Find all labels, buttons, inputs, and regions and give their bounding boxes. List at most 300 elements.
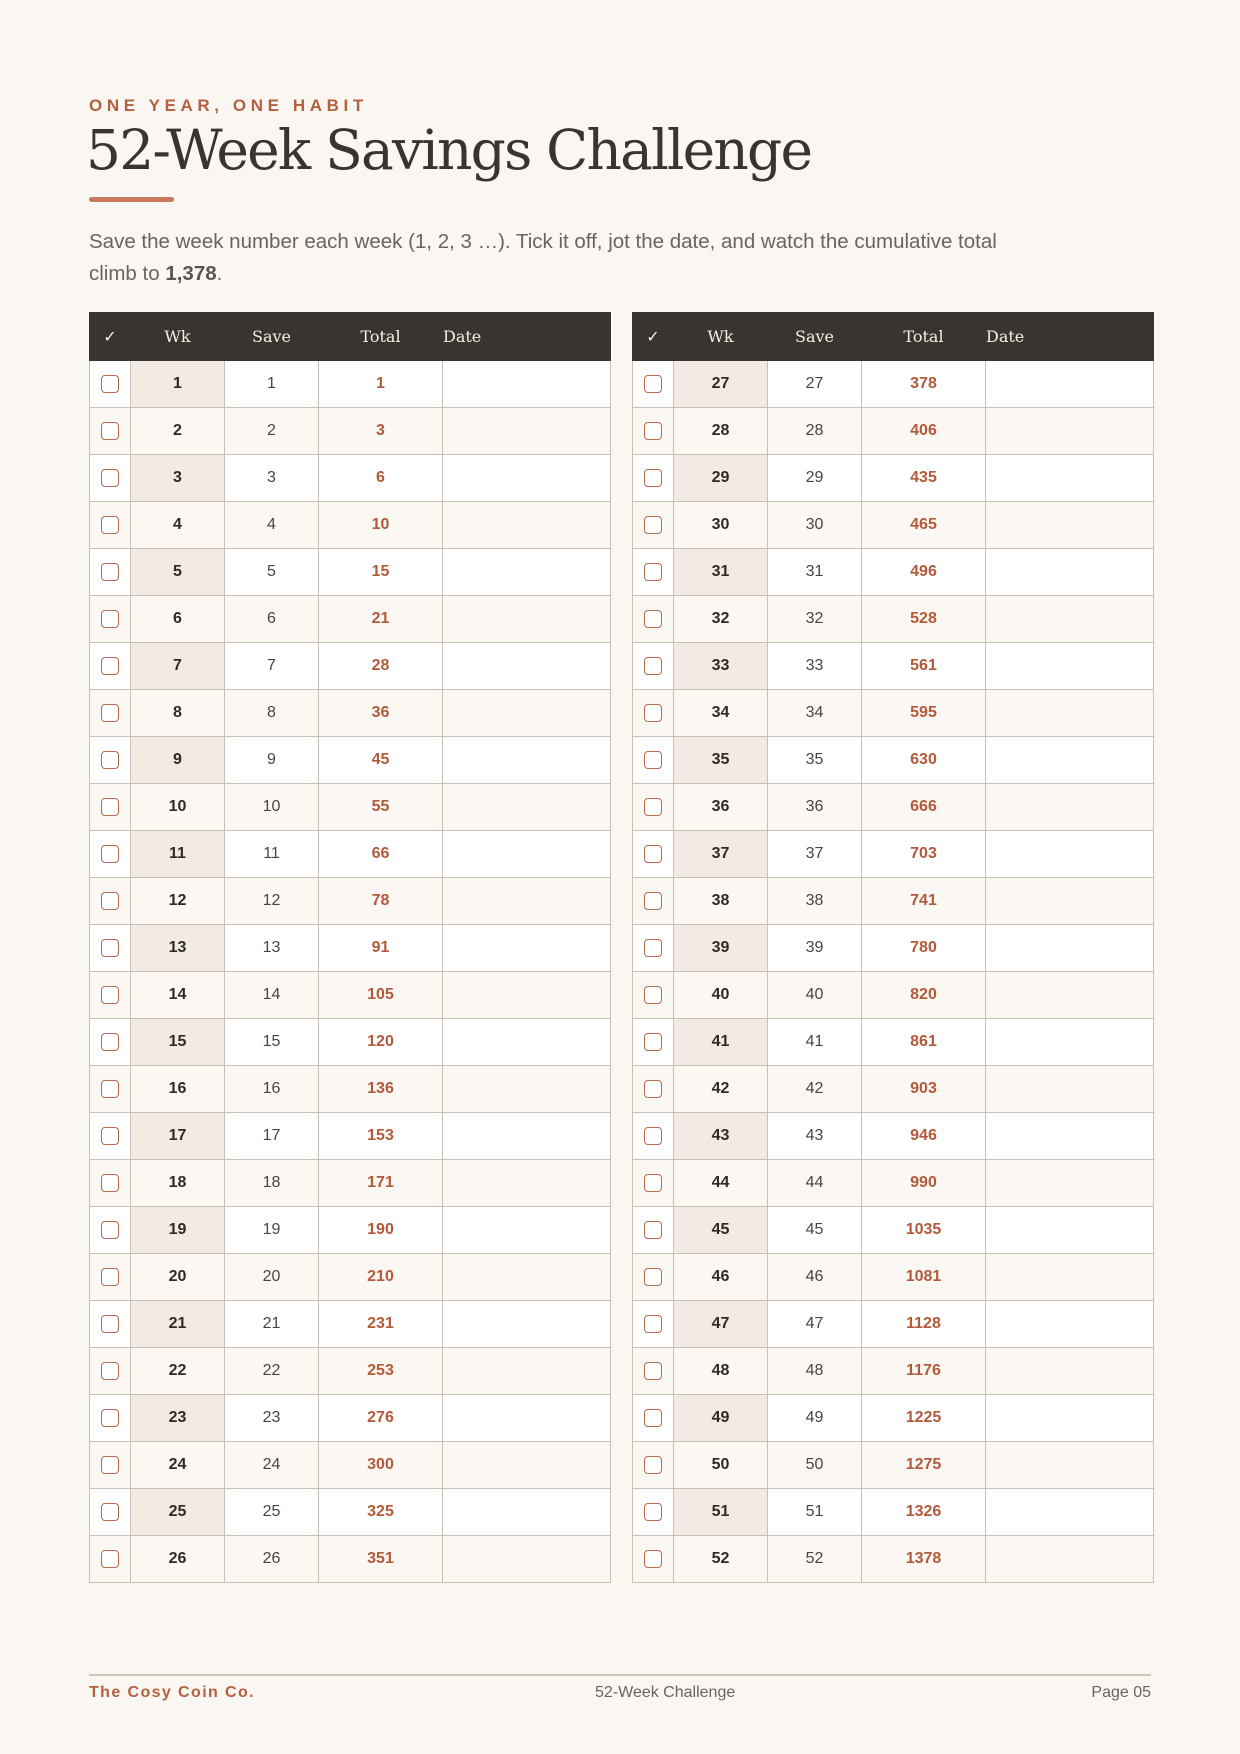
save-amount: 3 [225, 455, 319, 502]
date-field[interactable] [443, 1207, 611, 1254]
checkbox-cell [90, 784, 131, 831]
date-field[interactable] [986, 361, 1154, 408]
week-checkbox[interactable] [101, 798, 119, 816]
save-amount: 51 [768, 1489, 862, 1536]
week-number: 28 [674, 408, 768, 455]
table-row [90, 1536, 611, 1583]
week-number: 25 [131, 1489, 225, 1536]
save-amount: 39 [768, 925, 862, 972]
save-amount: 25 [225, 1489, 319, 1536]
week-number: 12 [131, 878, 225, 925]
table-row [90, 596, 611, 643]
save-amount: 28 [768, 408, 862, 455]
intro-end: . [216, 262, 223, 285]
table-row [633, 1113, 1154, 1160]
checkbox-cell [633, 361, 674, 408]
running-total: 496 [862, 549, 986, 596]
save-amount: 16 [225, 1066, 319, 1113]
checkbox-cell [633, 1301, 674, 1348]
week-checkbox[interactable] [101, 469, 119, 487]
checkbox-cell [90, 1442, 131, 1489]
week-checkbox[interactable] [644, 1174, 662, 1192]
checkbox-cell [633, 1442, 674, 1489]
date-field[interactable] [986, 1536, 1154, 1583]
week-checkbox[interactable] [644, 657, 662, 675]
save-amount: 24 [225, 1442, 319, 1489]
week-number: 14 [131, 972, 225, 1019]
week-checkbox[interactable] [101, 1033, 119, 1051]
week-checkbox[interactable] [644, 1127, 662, 1145]
date-field[interactable] [986, 1442, 1154, 1489]
week-checkbox[interactable] [101, 1503, 119, 1521]
week-checkbox[interactable] [644, 798, 662, 816]
running-total: 378 [862, 361, 986, 408]
save-amount: 14 [225, 972, 319, 1019]
save-amount: 43 [768, 1113, 862, 1160]
date-field[interactable] [443, 972, 611, 1019]
week-checkbox[interactable] [101, 939, 119, 957]
week-checkbox[interactable] [644, 1503, 662, 1521]
date-field[interactable] [986, 1301, 1154, 1348]
running-total: 561 [862, 643, 986, 690]
date-field[interactable] [986, 972, 1154, 1019]
table-row [633, 690, 1154, 737]
running-total: 630 [862, 737, 986, 784]
week-checkbox[interactable] [644, 1080, 662, 1098]
save-amount: 1 [225, 361, 319, 408]
save-amount: 18 [225, 1160, 319, 1207]
date-field[interactable] [443, 784, 611, 831]
running-total: 1275 [862, 1442, 986, 1489]
page-title: 52-Week Savings Challenge [86, 118, 812, 182]
date-field[interactable] [443, 1442, 611, 1489]
table-row [90, 1207, 611, 1254]
table-row [633, 878, 1154, 925]
save-amount: 10 [225, 784, 319, 831]
week-checkbox[interactable] [644, 610, 662, 628]
save-amount: 26 [225, 1536, 319, 1583]
save-amount: 7 [225, 643, 319, 690]
date-field[interactable] [443, 925, 611, 972]
week-checkbox[interactable] [101, 1409, 119, 1427]
week-checkbox[interactable] [101, 422, 119, 440]
week-checkbox[interactable] [644, 1315, 662, 1333]
week-number: 23 [131, 1395, 225, 1442]
week-number: 36 [674, 784, 768, 831]
running-total: 465 [862, 502, 986, 549]
save-amount: 5 [225, 549, 319, 596]
table-row [633, 972, 1154, 1019]
table-row [633, 1489, 1154, 1536]
table-row [633, 1066, 1154, 1113]
checkbox-cell [633, 1254, 674, 1301]
week-number: 37 [674, 831, 768, 878]
week-number: 35 [674, 737, 768, 784]
checkbox-cell [90, 549, 131, 596]
checkbox-cell [633, 643, 674, 690]
table-body [90, 361, 611, 1583]
table-header-row [633, 313, 1154, 361]
date-field[interactable] [986, 690, 1154, 737]
table-row [633, 596, 1154, 643]
running-total: 276 [319, 1395, 443, 1442]
checkbox-cell [90, 1207, 131, 1254]
date-field[interactable] [443, 1113, 611, 1160]
checkbox-cell [633, 1019, 674, 1066]
week-checkbox[interactable] [101, 516, 119, 534]
date-field[interactable] [443, 831, 611, 878]
checkbox-cell [633, 408, 674, 455]
week-number: 9 [131, 737, 225, 784]
table-row [90, 690, 611, 737]
date-field[interactable] [986, 1348, 1154, 1395]
table-row [633, 361, 1154, 408]
table-row [90, 1442, 611, 1489]
running-total: 10 [319, 502, 443, 549]
checkbox-cell [633, 1348, 674, 1395]
column-header-week: Wk [674, 313, 768, 361]
running-total: 28 [319, 643, 443, 690]
running-total: 6 [319, 455, 443, 502]
table-row [633, 455, 1154, 502]
save-amount: 42 [768, 1066, 862, 1113]
checkbox-cell [633, 502, 674, 549]
save-amount: 34 [768, 690, 862, 737]
week-number: 3 [131, 455, 225, 502]
running-total: 153 [319, 1113, 443, 1160]
checkbox-cell [90, 925, 131, 972]
checkbox-cell [633, 878, 674, 925]
running-total: 55 [319, 784, 443, 831]
date-field[interactable] [986, 1160, 1154, 1207]
date-field[interactable] [986, 831, 1154, 878]
checkbox-cell [633, 1207, 674, 1254]
save-amount: 4 [225, 502, 319, 549]
week-number: 17 [131, 1113, 225, 1160]
week-number: 24 [131, 1442, 225, 1489]
week-checkbox[interactable] [101, 610, 119, 628]
table-row [633, 1348, 1154, 1395]
week-checkbox[interactable] [101, 845, 119, 863]
save-amount: 8 [225, 690, 319, 737]
week-checkbox[interactable] [101, 1456, 119, 1474]
table-row [90, 1066, 611, 1113]
week-checkbox[interactable] [101, 892, 119, 910]
table-row [90, 1348, 611, 1395]
date-field[interactable] [986, 925, 1154, 972]
week-checkbox[interactable] [644, 892, 662, 910]
save-amount: 41 [768, 1019, 862, 1066]
checkbox-cell [633, 596, 674, 643]
date-field[interactable] [443, 596, 611, 643]
week-checkbox[interactable] [644, 845, 662, 863]
table-row [633, 549, 1154, 596]
save-amount: 22 [225, 1348, 319, 1395]
running-total: 15 [319, 549, 443, 596]
date-field[interactable] [986, 643, 1154, 690]
running-total: 861 [862, 1019, 986, 1066]
table-row [633, 1301, 1154, 1348]
running-total: 136 [319, 1066, 443, 1113]
table-row [90, 1019, 611, 1066]
checkbox-cell [90, 408, 131, 455]
running-total: 1081 [862, 1254, 986, 1301]
date-field[interactable] [986, 408, 1154, 455]
checkbox-cell [90, 1348, 131, 1395]
week-checkbox[interactable] [644, 1550, 662, 1568]
week-checkbox[interactable] [101, 1221, 119, 1239]
date-field[interactable] [443, 1489, 611, 1536]
week-checkbox[interactable] [101, 704, 119, 722]
week-checkbox[interactable] [644, 375, 662, 393]
week-checkbox[interactable] [644, 1409, 662, 1427]
week-checkbox[interactable] [101, 1127, 119, 1145]
week-checkbox[interactable] [101, 1550, 119, 1568]
date-field[interactable] [986, 737, 1154, 784]
table-row [633, 1160, 1154, 1207]
date-field[interactable] [986, 1254, 1154, 1301]
date-field[interactable] [443, 690, 611, 737]
week-checkbox[interactable] [101, 1315, 119, 1333]
running-total: 300 [319, 1442, 443, 1489]
save-amount: 49 [768, 1395, 862, 1442]
week-checkbox[interactable] [101, 1080, 119, 1098]
table-row [633, 1207, 1154, 1254]
date-field[interactable] [986, 1113, 1154, 1160]
week-number: 27 [674, 361, 768, 408]
table-row [90, 643, 611, 690]
week-checkbox[interactable] [101, 1362, 119, 1380]
week-number: 42 [674, 1066, 768, 1113]
save-amount: 6 [225, 596, 319, 643]
running-total: 435 [862, 455, 986, 502]
week-checkbox[interactable] [644, 1362, 662, 1380]
table-header-row [90, 313, 611, 361]
running-total: 1378 [862, 1536, 986, 1583]
checkbox-cell [633, 549, 674, 596]
week-number: 18 [131, 1160, 225, 1207]
date-field[interactable] [443, 737, 611, 784]
date-field[interactable] [443, 643, 611, 690]
week-checkbox[interactable] [644, 1221, 662, 1239]
week-number: 16 [131, 1066, 225, 1113]
week-number: 1 [131, 361, 225, 408]
column-header-total: Total [862, 313, 986, 361]
date-field[interactable] [986, 1489, 1154, 1536]
checkbox-cell [90, 737, 131, 784]
week-number: 49 [674, 1395, 768, 1442]
table-row [633, 925, 1154, 972]
week-number: 34 [674, 690, 768, 737]
running-total: 66 [319, 831, 443, 878]
week-number: 6 [131, 596, 225, 643]
date-field[interactable] [443, 361, 611, 408]
checkbox-cell [633, 1160, 674, 1207]
date-field[interactable] [443, 1536, 611, 1583]
week-checkbox[interactable] [644, 422, 662, 440]
save-amount: 52 [768, 1536, 862, 1583]
table-row [633, 831, 1154, 878]
checkbox-cell [90, 455, 131, 502]
checkbox-cell [90, 1160, 131, 1207]
save-amount: 23 [225, 1395, 319, 1442]
date-field[interactable] [986, 596, 1154, 643]
date-field[interactable] [986, 455, 1154, 502]
running-total: 1225 [862, 1395, 986, 1442]
save-amount: 29 [768, 455, 862, 502]
week-checkbox[interactable] [644, 986, 662, 1004]
week-number: 11 [131, 831, 225, 878]
date-field[interactable] [986, 784, 1154, 831]
checkbox-cell [633, 1066, 674, 1113]
date-field[interactable] [986, 502, 1154, 549]
title-underline [89, 197, 174, 202]
week-number: 41 [674, 1019, 768, 1066]
week-checkbox[interactable] [644, 1456, 662, 1474]
checkbox-cell [90, 1019, 131, 1066]
running-total: 820 [862, 972, 986, 1019]
table-row [90, 1395, 611, 1442]
save-amount: 9 [225, 737, 319, 784]
save-amount: 48 [768, 1348, 862, 1395]
table-row [90, 878, 611, 925]
week-checkbox[interactable] [101, 986, 119, 1004]
date-field[interactable] [986, 1395, 1154, 1442]
date-field[interactable] [443, 408, 611, 455]
save-amount: 2 [225, 408, 319, 455]
table-row [90, 784, 611, 831]
date-field[interactable] [986, 878, 1154, 925]
running-total: 1176 [862, 1348, 986, 1395]
week-checkbox[interactable] [644, 1268, 662, 1286]
week-checkbox[interactable] [101, 657, 119, 675]
checkbox-cell [90, 1301, 131, 1348]
date-field[interactable] [986, 1019, 1154, 1066]
week-number: 33 [674, 643, 768, 690]
save-amount: 19 [225, 1207, 319, 1254]
table-row [90, 925, 611, 972]
week-number: 40 [674, 972, 768, 1019]
checkbox-cell [90, 1395, 131, 1442]
checkbox-cell [90, 361, 131, 408]
table-row [90, 737, 611, 784]
column-header-date: Date [986, 313, 1154, 361]
date-field[interactable] [443, 502, 611, 549]
checkbox-cell [90, 1489, 131, 1536]
week-checkbox[interactable] [644, 939, 662, 957]
week-checkbox[interactable] [644, 704, 662, 722]
date-field[interactable] [986, 549, 1154, 596]
date-field[interactable] [443, 1395, 611, 1442]
week-number: 32 [674, 596, 768, 643]
week-number: 26 [131, 1536, 225, 1583]
checkbox-cell [633, 455, 674, 502]
date-field[interactable] [443, 1348, 611, 1395]
save-amount: 50 [768, 1442, 862, 1489]
week-checkbox[interactable] [644, 469, 662, 487]
date-field[interactable] [443, 549, 611, 596]
date-field[interactable] [443, 878, 611, 925]
footer-title: 52-Week Challenge [595, 1684, 736, 1701]
running-total: 946 [862, 1113, 986, 1160]
save-amount: 47 [768, 1301, 862, 1348]
week-checkbox[interactable] [644, 516, 662, 534]
table-row [90, 361, 611, 408]
week-checkbox[interactable] [644, 751, 662, 769]
save-amount: 37 [768, 831, 862, 878]
running-total: 990 [862, 1160, 986, 1207]
save-amount: 46 [768, 1254, 862, 1301]
checkbox-cell [90, 878, 131, 925]
footer-divider [89, 1674, 1151, 1676]
checkbox-cell [633, 690, 674, 737]
week-number: 2 [131, 408, 225, 455]
column-header-save: Save [768, 313, 862, 361]
checkbox-cell [90, 596, 131, 643]
save-amount: 32 [768, 596, 862, 643]
week-checkbox[interactable] [101, 751, 119, 769]
date-field[interactable] [443, 1301, 611, 1348]
checkbox-cell [90, 1536, 131, 1583]
table-row [633, 737, 1154, 784]
week-checkbox[interactable] [644, 1033, 662, 1051]
week-number: 39 [674, 925, 768, 972]
table-row [633, 408, 1154, 455]
running-total: 1 [319, 361, 443, 408]
table-row [90, 972, 611, 1019]
week-number: 8 [131, 690, 225, 737]
running-total: 120 [319, 1019, 443, 1066]
save-amount: 40 [768, 972, 862, 1019]
running-total: 325 [319, 1489, 443, 1536]
save-amount: 38 [768, 878, 862, 925]
week-checkbox[interactable] [101, 563, 119, 581]
tracker-table-weeks-27-52 [632, 312, 1154, 1583]
running-total: 528 [862, 596, 986, 643]
week-checkbox[interactable] [101, 1174, 119, 1192]
table-row [633, 1442, 1154, 1489]
date-field[interactable] [443, 1254, 611, 1301]
intro-paragraph [89, 226, 1019, 290]
checkbox-cell [90, 690, 131, 737]
date-field[interactable] [443, 1066, 611, 1113]
running-total: 406 [862, 408, 986, 455]
week-number: 51 [674, 1489, 768, 1536]
date-field[interactable] [443, 455, 611, 502]
running-total: 1128 [862, 1301, 986, 1348]
week-number: 45 [674, 1207, 768, 1254]
date-field[interactable] [986, 1066, 1154, 1113]
checkbox-cell [90, 1066, 131, 1113]
save-amount: 33 [768, 643, 862, 690]
week-checkbox[interactable] [644, 563, 662, 581]
checkbox-cell [90, 643, 131, 690]
table-row [90, 408, 611, 455]
save-amount: 17 [225, 1113, 319, 1160]
week-checkbox[interactable] [101, 1268, 119, 1286]
date-field[interactable] [443, 1160, 611, 1207]
column-header-check: ✓ [90, 313, 131, 361]
week-number: 19 [131, 1207, 225, 1254]
running-total: 78 [319, 878, 443, 925]
date-field[interactable] [986, 1207, 1154, 1254]
week-checkbox[interactable] [101, 375, 119, 393]
save-amount: 36 [768, 784, 862, 831]
save-amount: 30 [768, 502, 862, 549]
date-field[interactable] [443, 1019, 611, 1066]
table-row [90, 831, 611, 878]
week-number: 30 [674, 502, 768, 549]
